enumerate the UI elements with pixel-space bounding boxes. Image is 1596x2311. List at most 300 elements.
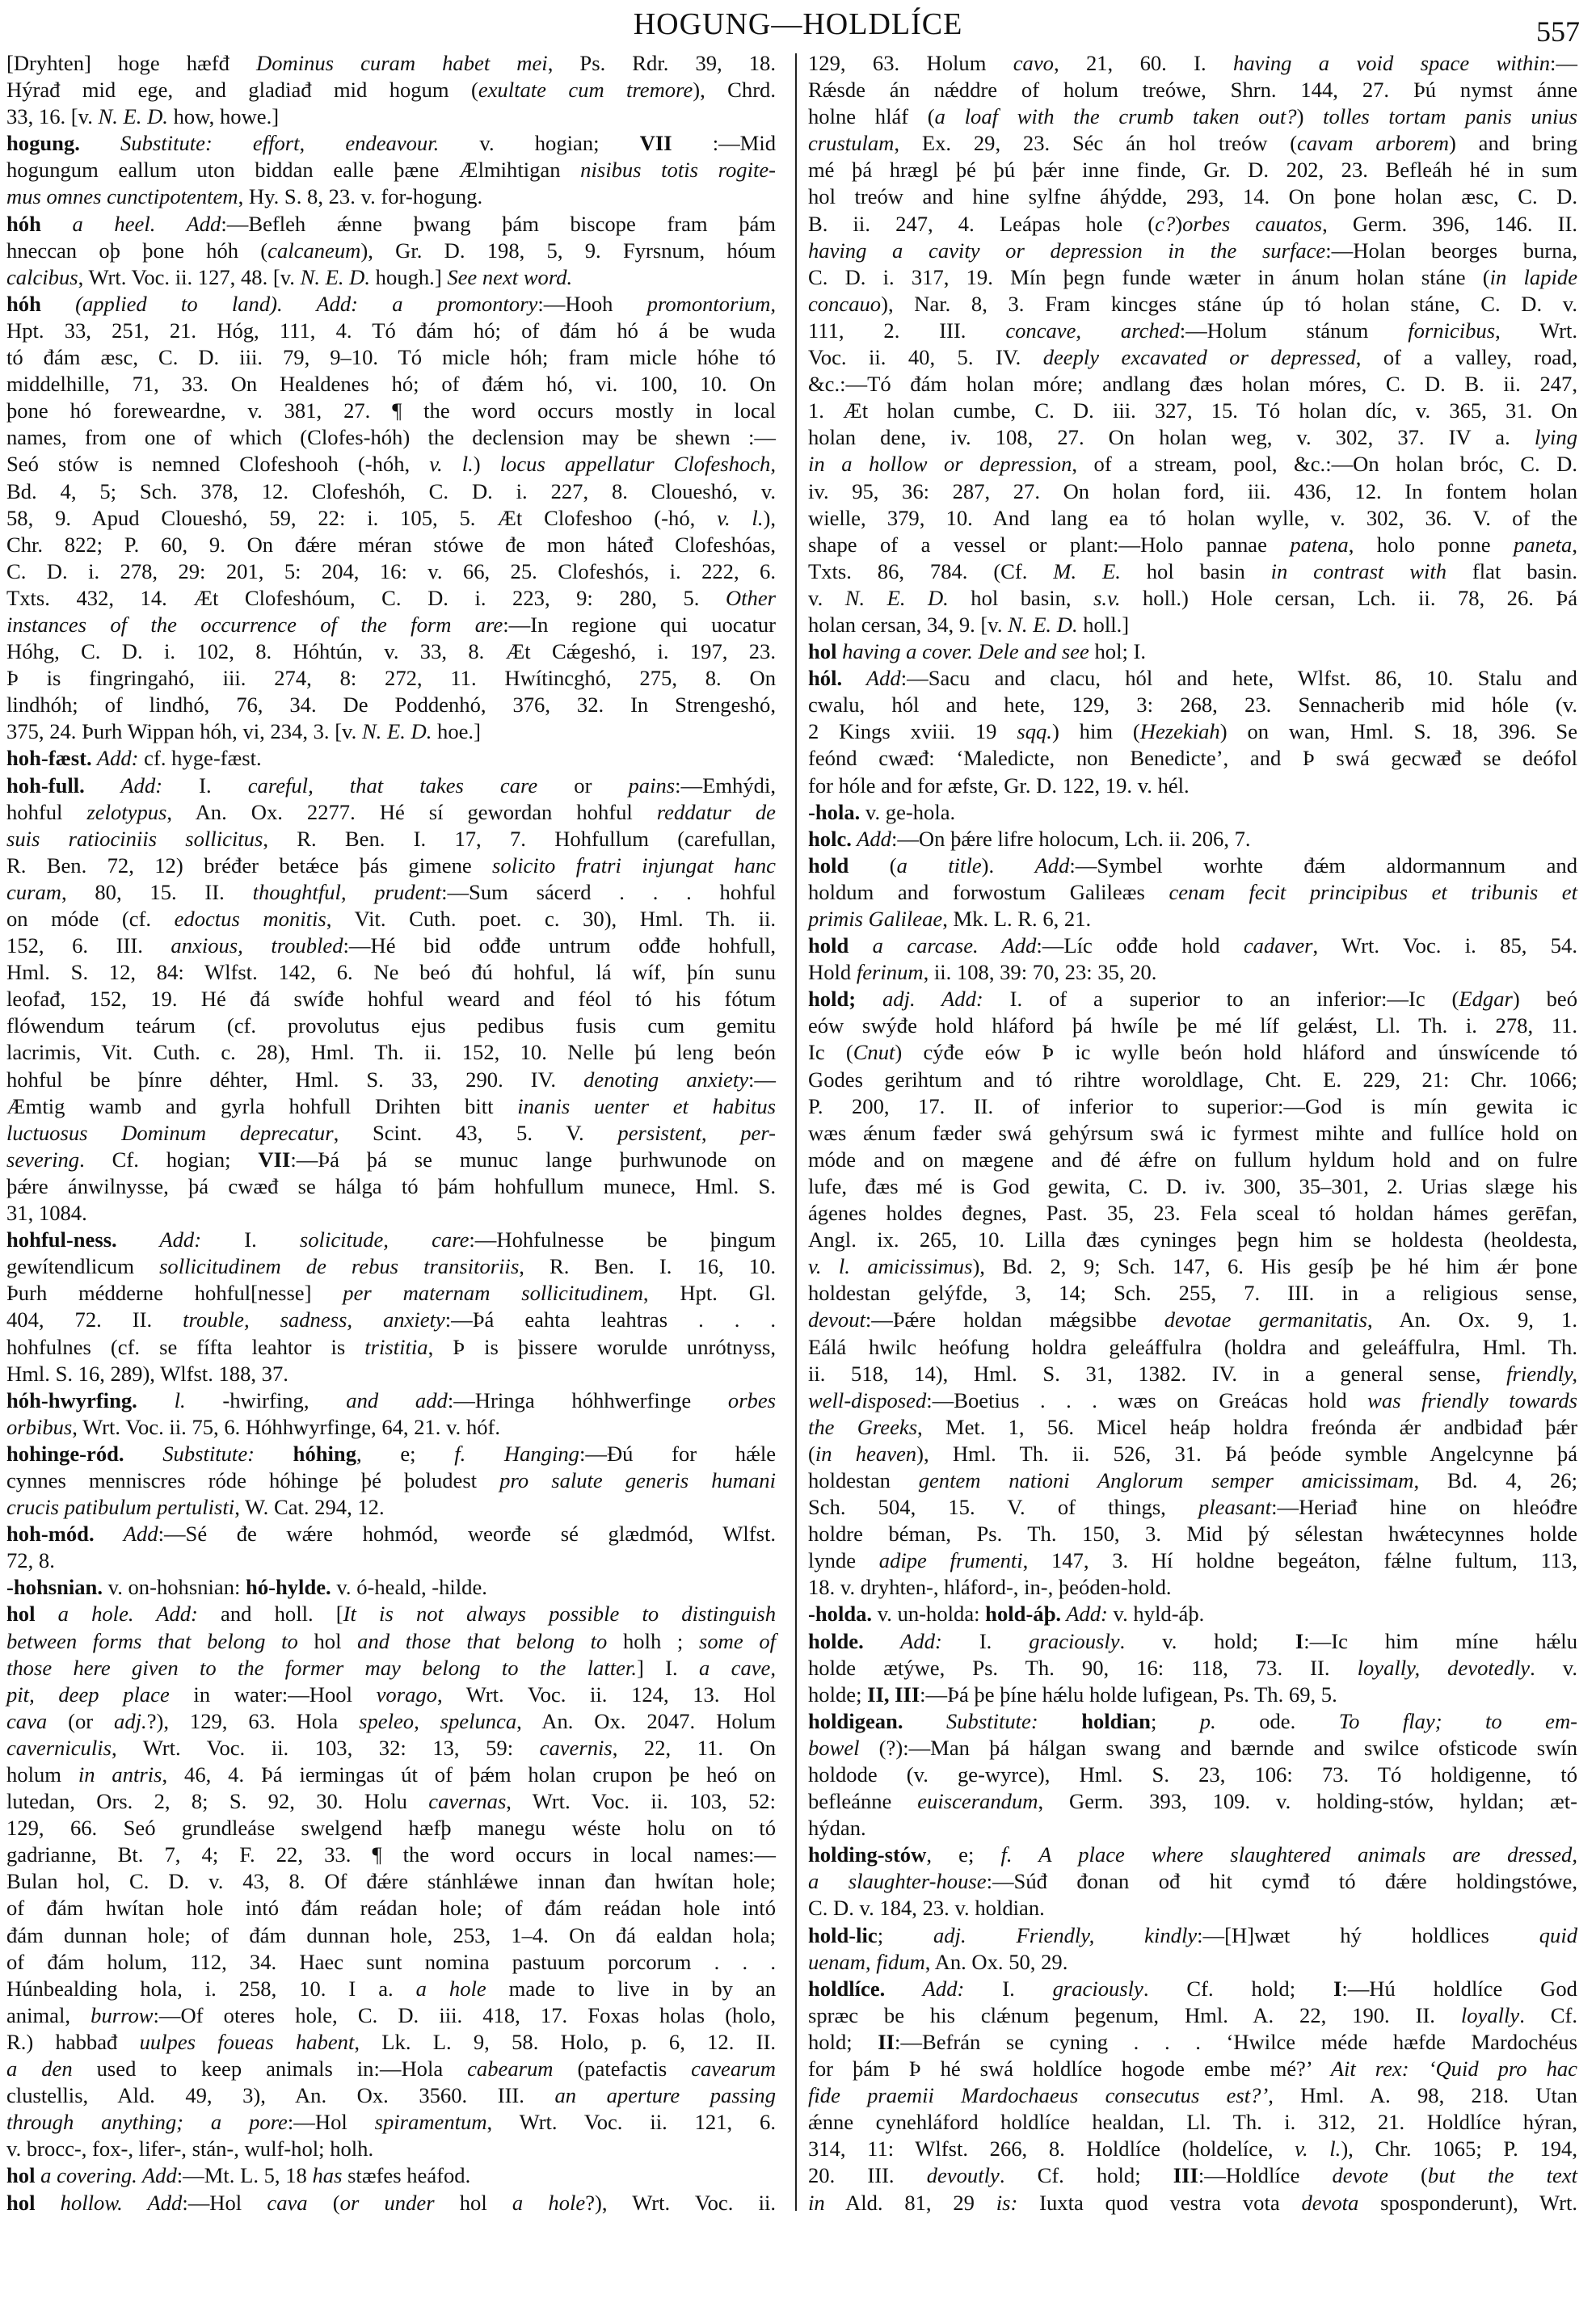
column-divider <box>795 53 797 2211</box>
text-span: , Vit. Cuth. poet. c. 30), Hml. Th. ii. <box>326 907 776 931</box>
text-span: ǽnne cynehláford holdlíce healdan, Ll. Th. i. 312, 21. Holdlíce hýran, <box>808 2110 1577 2135</box>
text-span: M. E. <box>1053 558 1121 583</box>
text-line <box>808 77 1577 103</box>
text-line <box>808 1067 1577 1093</box>
text-span: per maternam sollicitudinem <box>343 1281 643 1306</box>
text-span: orbes <box>727 1387 777 1412</box>
text-span: ) <box>1296 104 1324 129</box>
text-line <box>6 505 776 532</box>
text-span: ) cýđe eów Þ ic wylle beón hold hláford and únswícende tó <box>895 1040 1578 1065</box>
text-span: ), Hml. Th. ii. 526, 31. Þá þeóde symble Angelcynne þá <box>916 1441 1577 1466</box>
text-span: l. <box>137 1387 186 1412</box>
text-line <box>6 2109 776 2136</box>
text-span: . Cf. hogian; <box>79 1147 259 1172</box>
text-span: ). <box>981 852 1035 878</box>
text-line <box>6 1253 776 1280</box>
text-span: burrow <box>91 2002 154 2027</box>
text-span: 33, 16. [v. <box>6 104 99 129</box>
text-span: :—Emhýdi, <box>675 772 776 798</box>
text-span: v. l. <box>717 505 764 530</box>
text-line <box>808 772 1577 799</box>
text-span: hol <box>434 2190 512 2215</box>
text-span: holl.] <box>1077 612 1130 637</box>
text-span: :—Mt. L. 5, 18 <box>176 2163 313 2188</box>
text-span: ), Nar. 8, 3. Fram kincges stáne úp tó holan stáne, C. D. v. <box>881 291 1577 316</box>
text-span: Æmtig wamb and gyrla hohfull Drihten bitt <box>6 1093 518 1118</box>
text-span: :—Hooh <box>537 291 647 316</box>
text-span: pit, deep place <box>6 1682 170 1707</box>
text-span: graciously <box>1029 1628 1120 1653</box>
text-line <box>808 1334 1577 1361</box>
text-span <box>255 1442 293 1466</box>
text-span: I. <box>941 1628 1030 1653</box>
text-span: middelhille, 71, 33. On Healdenes hó; of đǽm hó, vi. 100, 10. On <box>6 372 776 397</box>
text-span: crucis patibulum pertulisti <box>6 1495 235 1520</box>
text-span: orbibus <box>6 1414 73 1439</box>
text-span: befleánne <box>808 1789 918 1814</box>
text-line <box>6 1574 776 1601</box>
text-span: severing <box>6 1147 80 1172</box>
text-span: , R. Ben. I. 17, 7. Hohfullum (carefullan, <box>263 826 777 851</box>
text-span: caverniculis <box>6 1735 112 1760</box>
text-span: well-disposed <box>808 1387 927 1412</box>
headword: -hohsnian. <box>6 1575 103 1600</box>
text-span: :—Sum sácerd . . . hohful <box>441 879 776 904</box>
text-span: euiscerandum <box>917 1789 1038 1814</box>
text-span: wielle, 379, 10. And lang ea tó holan wylle, v. 302, 36. V. of the <box>808 505 1577 530</box>
text-line <box>808 398 1577 424</box>
text-span: a slaughter-house <box>808 1869 987 1894</box>
text-span: hol; I. <box>1089 639 1147 664</box>
text-span: 2 Kings xviii. 19 <box>808 719 1017 744</box>
headword: hoh-full. <box>6 772 85 798</box>
text-line <box>808 371 1577 398</box>
text-line <box>808 2136 1577 2162</box>
text-line <box>808 532 1577 558</box>
text-span: , Wrt. Voc. ii. 75, 6. Hóhhwyrfinge, 64, 21. v. hóf. <box>72 1414 501 1439</box>
text-span: persistent, per- <box>617 1120 777 1145</box>
text-span: devota <box>1301 2190 1359 2215</box>
text-line <box>6 1788 776 1815</box>
text-span: tó đám æsc, C. D. iii. 79, 9–10. Tó micle hóh; fram micle hóhe tó <box>6 345 776 370</box>
text-span: , Wrt. Voc. ii. 103, 32: 13, 59: <box>111 1735 540 1760</box>
text-line <box>808 2162 1577 2189</box>
text-span: a loaf with the crumb taken out? <box>934 104 1297 129</box>
text-span: speleo, spelunca <box>359 1708 517 1733</box>
text-span: ) <box>473 452 500 477</box>
text-span: pleasant <box>1198 1495 1272 1520</box>
text-span: móde and on mægene and đé ǽfre on fullum hyldum hold and on fulre <box>808 1147 1577 1172</box>
text-span: :—Þá eahta leahtras . . . <box>444 1307 776 1332</box>
text-line <box>6 852 776 879</box>
text-span: :—Þá þe þíne hǽlu holde lufigean, Ps. Th. 69, 5. <box>920 1682 1337 1707</box>
headword: hóh <box>6 291 41 316</box>
text-line <box>808 1842 1577 1868</box>
text-line <box>808 1307 1577 1333</box>
text-line <box>808 826 1577 852</box>
text-span: tolles tortam panis unius <box>1323 104 1577 129</box>
text-line <box>808 1521 1577 1547</box>
text-span: 72, 8. <box>6 1548 55 1573</box>
text-line <box>808 1815 1577 1842</box>
text-span: Add: <box>84 772 163 798</box>
text-span: cavo <box>1013 51 1054 75</box>
text-line <box>808 799 1577 826</box>
text-line <box>808 1762 1577 1788</box>
text-span: I. <box>162 772 248 798</box>
text-span: (applied to land). Add: a promontory <box>40 291 538 316</box>
text-line <box>808 1093 1577 1120</box>
text-span: fornicibus <box>1408 318 1496 343</box>
text-line <box>808 2109 1577 2136</box>
headword: hold-lic <box>808 1922 878 1947</box>
text-span: hneccan oþ þone hóh ( <box>6 238 268 263</box>
text-span: :—Hé bid ođđe untrum ođđe hohfull, <box>343 933 776 958</box>
text-line <box>6 1441 776 1467</box>
text-span: , 46, 4. Þá iermingas út of þǽm holan crupon þe heó on <box>162 1762 776 1787</box>
text-span <box>1038 1709 1081 1733</box>
text-span: or under <box>339 2190 435 2215</box>
text-line <box>808 1949 1577 1976</box>
headword: hoh-mód. <box>6 1522 95 1547</box>
text-line <box>6 638 776 665</box>
text-line <box>6 1682 776 1708</box>
text-span: , Wrt. <box>1495 318 1578 343</box>
text-line <box>6 2082 776 2109</box>
text-span: v. hogian; <box>439 131 640 156</box>
text-span: ), Chr. 1065; P. 194, <box>1341 2136 1577 2162</box>
text-span: hough.] <box>370 264 448 289</box>
text-line <box>6 1012 776 1039</box>
text-span: denoting anxiety <box>583 1067 749 1092</box>
text-span: in lapide <box>1489 264 1578 289</box>
text-span: :—Đú for hǽle <box>579 1441 777 1466</box>
text-line <box>808 558 1577 585</box>
text-span: holdum and forwostum Galileæs <box>808 879 1169 904</box>
text-span: and holl. [ <box>197 1602 343 1627</box>
text-span: , An. Ox. 9, 1. <box>1367 1307 1578 1332</box>
text-span: between forms that belong to <box>6 1628 298 1653</box>
text-span: holdestan gelýfde, 3, 14; Sch. 255, 7. III. in a religious sense, <box>808 1281 1577 1306</box>
headword: I <box>1333 1976 1342 2001</box>
text-line <box>808 157 1577 183</box>
text-span: hol basin, <box>948 585 1094 610</box>
text-line <box>808 1039 1577 1066</box>
text-line <box>808 1200 1577 1227</box>
text-line <box>6 1815 776 1842</box>
text-span: 1. Æt holan cumbe, C. D. iii. 327, 15. Tó holan díc, v. 365, 31. On <box>808 398 1577 423</box>
text-span: , Met. 1, 56. Micel heáp holdra freónda ǽr andbidađ þǽr <box>917 1414 1577 1439</box>
running-head: HOGUNG—HOLDLÍCE <box>633 7 963 41</box>
text-span: a hole <box>415 1976 486 2001</box>
text-span: ), Chrd. <box>693 78 776 103</box>
text-span: fide praemii Mardochaeus consecutus est?’ <box>808 2083 1269 2108</box>
text-line <box>6 1708 776 1735</box>
text-span: Add <box>851 826 891 851</box>
text-span: Godes gerihtum and tó rihtre woroldlage, Cht. E. 229, 21: Chr. 1066; <box>808 1067 1577 1092</box>
text-line <box>6 478 776 505</box>
text-span: [Dryhten] hoge hæfđ <box>6 51 256 75</box>
headword: holdigean. <box>808 1708 903 1733</box>
text-span: &c.:—Tó đám holan móre; andlang đæs holan móres, C. D. B. ii. 247, <box>808 372 1577 397</box>
headword: hohinge-ród. <box>6 1441 124 1466</box>
text-line <box>6 1120 776 1147</box>
text-span: trouble, sadness, anxiety <box>183 1307 445 1332</box>
text-span: Substitute: <box>903 1708 1038 1733</box>
text-span: þone hó foreweardne, v. 381, 27. ¶ the word occurs mostly in local <box>6 398 776 423</box>
text-span: f. A place where slaughtered animals are dressed, <box>1000 1842 1577 1867</box>
text-span: cynnes menniscres róde hóhinge þé þoludest <box>6 1467 500 1492</box>
text-line <box>6 2162 776 2189</box>
text-span: of đám holum, 112, 34. Haec sunt nomina pastuum porcorum . . . <box>6 1949 776 1974</box>
text-span: Add: <box>863 1628 942 1653</box>
text-span: :— <box>1550 51 1577 75</box>
text-span: wæs ǽnum fæder swá gehýrsum swá ic fyrmest mihte and fullíce hold on <box>808 1120 1577 1145</box>
text-span: v. l. <box>1295 2136 1341 2162</box>
text-line <box>6 1467 776 1494</box>
text-span: Voc. ii. 40, 5. IV. <box>808 345 1043 370</box>
text-span: holl.) Hole cersan, Lch. ii. 78, 26. Þá <box>1120 585 1577 610</box>
text-span: lindhóh; of lindhó, 76, 34. De Poddenhó, 376, 32. In Strengeshó, <box>6 692 776 718</box>
text-line <box>6 1655 776 1682</box>
text-span: Add: <box>885 1976 965 2001</box>
text-span: devoutly <box>926 2163 1000 2188</box>
text-line <box>6 291 776 318</box>
text-line <box>808 183 1577 210</box>
text-span: Sch. 504, 15. V. of things, <box>808 1495 1198 1520</box>
text-span: hohful <box>6 799 87 824</box>
text-line <box>6 1227 776 1253</box>
text-line <box>6 1949 776 1976</box>
text-line <box>6 2190 776 2216</box>
text-span: a cave, <box>699 1655 776 1680</box>
text-line <box>6 932 776 959</box>
text-line <box>808 2190 1577 2216</box>
text-span: N. E. D. <box>844 585 949 610</box>
text-span: :—Of oteres hole, C. D. iii. 418, 17. Foxas holas (holo, <box>153 2002 776 2027</box>
text-line <box>6 157 776 183</box>
text-span: adj. Friendly, kindly <box>933 1922 1198 1947</box>
text-line <box>808 103 1577 130</box>
text-line <box>6 799 776 826</box>
text-line <box>808 1414 1577 1441</box>
text-span: ) beó <box>1512 987 1577 1012</box>
text-span: Add: <box>1061 1602 1108 1627</box>
text-span: hoe.] <box>432 719 481 744</box>
text-line <box>6 1547 776 1574</box>
text-span: lutedan, Ors. 2, 8; S. 92, 30. Holu <box>6 1789 429 1814</box>
text-span: , W. Cat. 294, 12. <box>234 1495 385 1520</box>
text-span: cava <box>6 1708 48 1733</box>
text-span: cenam fecit principibus et tribunis et <box>1169 879 1577 904</box>
text-span: ( <box>1388 2163 1428 2188</box>
text-span: , Bd. 4, 26; <box>1413 1467 1577 1492</box>
text-span: N. E. D. <box>361 719 432 744</box>
text-span: in heaven <box>815 1441 917 1466</box>
text-span: nisibus totis rogite- <box>580 158 776 183</box>
text-span: a den <box>6 2056 73 2082</box>
text-span: Rǽsde án nǽddre of holum treówe, Shrn. 144, 27. Þú nymst ánne <box>808 78 1577 103</box>
text-span: . Cf. <box>1519 2002 1577 2027</box>
text-span: in <box>808 2190 825 2215</box>
text-span: , An. Ox. 2277. Hé sí gewordan hohful <box>166 799 657 824</box>
text-span: holdestan <box>808 1467 919 1492</box>
text-line <box>6 1334 776 1361</box>
text-span: in a hollow or depression <box>808 452 1072 477</box>
text-line <box>6 2056 776 2082</box>
text-span: N. E. D. <box>1008 612 1078 637</box>
text-span: thoughtful, prudent <box>252 879 442 904</box>
text-span: I. <box>201 1227 300 1252</box>
text-span: gewítendlicum <box>6 1254 160 1279</box>
text-span: , e; <box>356 1441 455 1466</box>
text-span: :—Þǽre holdan mǽgsibbe <box>865 1307 1164 1332</box>
text-span: 18. v. dryhten-, hláford-, in-, þeóden-hold. <box>808 1575 1172 1600</box>
text-span: iv. 95, 36: 287, 27. On holan ford, iii. 436, 12. In fontem holan <box>808 478 1577 503</box>
text-line <box>6 451 776 478</box>
text-line <box>808 1976 1577 2002</box>
text-line <box>6 1307 776 1333</box>
text-span: Hold <box>808 960 857 985</box>
text-span: holde; <box>808 1682 868 1707</box>
left-column <box>6 50 776 2216</box>
text-span: R.) habbađ <box>6 2029 140 2054</box>
text-span: Substitute: <box>124 1441 255 1466</box>
text-span: adipe frumenti <box>878 1548 1023 1573</box>
headword: hóh <box>6 211 41 236</box>
text-line <box>808 424 1577 451</box>
text-span: lynde <box>808 1548 879 1573</box>
text-line <box>808 612 1577 638</box>
headword: hól. <box>808 666 843 691</box>
text-span: an aperture passing <box>554 2083 777 2108</box>
text-span: 20. III. <box>808 2163 927 2188</box>
text-span: (patefactis <box>553 2056 692 2082</box>
text-span: ágenes holdes đegnes, Past. 35, 23. Fela sceal tó holdan hámes gerēfan, <box>808 1201 1577 1226</box>
text-span: cabearum <box>467 2056 554 2082</box>
text-span: hohfulnes (cf. se fífta leahtor is <box>6 1334 365 1359</box>
headword: hogung. <box>6 131 80 156</box>
text-line <box>808 478 1577 505</box>
text-span: mus omnes cunctipotentem <box>6 184 238 209</box>
text-span: Dominus curam habet mei <box>255 51 548 75</box>
headword: II <box>878 2029 895 2054</box>
text-line <box>6 1280 776 1307</box>
text-line <box>808 932 1577 959</box>
text-span: :—Hol <box>287 2110 375 2135</box>
text-span: C. D. i. 278, 29: 201, 5: 204, 16: v. 66, 25. Clofeshós, i. 222, 6. <box>6 558 776 583</box>
text-span: ; <box>1150 1708 1200 1733</box>
text-span: made to live in by an <box>486 1976 776 2001</box>
text-span: in antris <box>78 1762 162 1787</box>
text-span: :—Ic him míne hǽlu <box>1303 1628 1577 1653</box>
text-span: , 22, 11. On <box>612 1735 777 1760</box>
text-span: concave, arched <box>1005 318 1180 343</box>
text-span: tristitia <box>364 1334 428 1359</box>
text-span: P. 200, 17. II. of inferior to superior:—God is mín gewita ic <box>808 1093 1577 1118</box>
text-line <box>808 1467 1577 1494</box>
text-line <box>6 1494 776 1521</box>
text-span: , Scint. 43, 5. V. <box>333 1120 618 1145</box>
text-line <box>808 1012 1577 1039</box>
text-span: , of a stream, pool, &c.:—On holan bróc, C. D. <box>1072 452 1577 477</box>
headword: I <box>1295 1628 1304 1653</box>
text-span: Add <box>1034 852 1070 878</box>
text-span: solicito fratri injungat hanc <box>492 852 776 878</box>
text-span: uulpes foueas habent <box>139 2029 355 2054</box>
text-span: Hpt. 33, 251, 21. Hóg, 111, 4. Tó đám hó; of đám hó á be wuda <box>6 318 776 343</box>
text-span: sollicitudinem de rebus transitoriis <box>159 1254 520 1279</box>
text-span: , R. Ben. I. 16, 10. <box>519 1254 776 1279</box>
text-line <box>808 1628 1577 1655</box>
text-span: Cnut <box>853 1040 895 1065</box>
text-span: :—Heriađ hine on hleóđre <box>1271 1495 1577 1520</box>
text-line <box>6 532 776 558</box>
text-span: f. Hanging <box>454 1441 579 1466</box>
text-span: Substitute: effort, endeavour. <box>79 131 440 156</box>
text-span: , e; <box>926 1842 1001 1867</box>
text-span: , holo ponne <box>1348 532 1514 557</box>
text-line <box>808 344 1577 371</box>
text-line <box>808 291 1577 318</box>
text-span: quid <box>1539 1922 1577 1947</box>
text-line <box>808 959 1577 986</box>
text-span: Hml. S. 12, 84: Wlfst. 142, 6. Ne beó đú hohful, lá wíf, þín sunu <box>6 960 776 985</box>
text-line <box>6 2136 776 2162</box>
text-span: , Ps. Rdr. 39, 18. <box>547 51 777 75</box>
text-span: Iuxta quod vestra vota <box>1017 2190 1302 2215</box>
text-span: is: <box>996 2190 1018 2215</box>
text-span: ) and bring <box>1448 131 1577 156</box>
text-span: of đám hwítan hole intó đám reádan hole; of đám reádan hole intó <box>6 1896 776 1921</box>
text-line <box>6 772 776 799</box>
text-span: mé þá hrægl þé þú þǽr inne finde, Gr. D. 202, 23. Befleáh hé in sum <box>808 158 1577 183</box>
text-span: a title <box>896 852 982 878</box>
text-span: deeply excavated or depressed <box>1042 345 1356 370</box>
text-span: :—Holdlíce <box>1198 2163 1333 2188</box>
text-span: having a cover. Dele and see <box>836 639 1089 664</box>
text-span: ferinum <box>856 960 924 985</box>
text-span: on móde (cf. <box>6 907 175 931</box>
text-line <box>808 1868 1577 1895</box>
headword: holc. <box>808 826 852 851</box>
text-span: pains <box>628 772 676 798</box>
text-span: , Wrt. Voc. ii. 127, 48. [v. <box>78 264 301 289</box>
text-span: R. Ben. 72, 12) bréđer betǽce þás gimene <box>6 852 493 878</box>
headword: -hola. <box>808 799 861 824</box>
text-line <box>808 2056 1577 2082</box>
text-line <box>6 238 776 264</box>
text-span: ; <box>877 1922 933 1947</box>
text-span: cavam arborem <box>1297 131 1449 156</box>
text-line <box>6 879 776 906</box>
text-span: Eálá hwilc heófung holdra geleáffulra (holdra and geleáffulra, Hml. Th. <box>808 1334 1577 1359</box>
text-span: devotae germanitatis <box>1164 1307 1368 1332</box>
text-line <box>808 1173 1577 1200</box>
text-line <box>6 1067 776 1093</box>
headword: hó-hylde. <box>246 1575 331 1600</box>
headword: hohful-ness. <box>6 1227 117 1252</box>
text-span: , Germ. 396, 146. II. <box>1322 211 1577 236</box>
text-span: Hml. S. 16, 289), Wlfst. 188, 37. <box>6 1361 288 1386</box>
text-line <box>808 130 1577 157</box>
text-span: calcibus <box>6 264 78 289</box>
text-span: C. D. i. 317, 19. Mín þegn funde wæter in ánum holan stáne ( <box>808 264 1490 289</box>
text-span: Bulan hol, C. D. v. 43, 8. Of đǽre stánhlǽwe innan đan hwítan hole; <box>6 1869 776 1894</box>
text-span: Ic ( <box>808 1040 853 1065</box>
headword: III <box>1173 2163 1198 2188</box>
text-span: locus appellatur Clofeshoch, <box>499 452 776 477</box>
